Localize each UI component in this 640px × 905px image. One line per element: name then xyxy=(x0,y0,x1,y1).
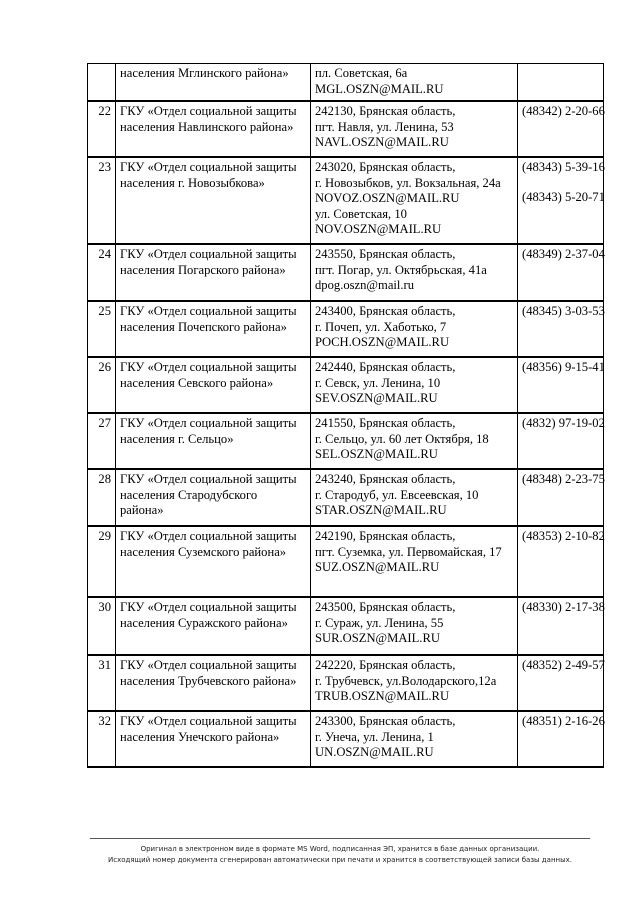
address-cell xyxy=(311,526,518,597)
address-cell xyxy=(311,357,518,413)
phone-cell xyxy=(518,357,604,413)
table-row xyxy=(88,655,604,711)
row-number: 22 xyxy=(88,101,116,157)
row-number: 29 xyxy=(88,526,116,597)
organization-name-line: населения Суземского района» xyxy=(120,544,287,559)
address-cell xyxy=(311,413,518,469)
organization-name-line: ГКУ «Отдел социальной защиты xyxy=(120,247,297,261)
address-cell xyxy=(311,101,518,157)
address-cell xyxy=(311,157,518,244)
organization-name-cell xyxy=(116,711,311,767)
phone-number: (48356) 9-15-41 xyxy=(522,360,605,374)
address-line: UN.OSZN@MAIL.RU xyxy=(315,745,434,759)
phone-number: (48349) 2-37-04 xyxy=(522,247,605,261)
phone-number: (48343) 5-20-71 xyxy=(522,189,605,204)
organization-name-line: населения Погарского района» xyxy=(120,262,286,277)
organization-name-line: населения г. Сельцо» xyxy=(120,431,234,446)
address-line: 243550, Брянская область, xyxy=(315,247,456,261)
address-cell xyxy=(311,655,518,711)
address-line: STAR.OSZN@MAIL.RU xyxy=(315,503,447,517)
phone-number: (48351) 2-16-26 xyxy=(522,714,605,728)
table-row xyxy=(88,301,604,357)
phone-number: (48353) 2-10-82 xyxy=(522,529,605,543)
table-row xyxy=(88,64,604,102)
organization-name-cell xyxy=(116,469,311,526)
phone-number: (48345) 3-03-53 xyxy=(522,304,605,318)
table-row xyxy=(88,244,604,301)
organization-name-cell xyxy=(116,357,311,413)
phone-number: (48343) 5-39-16 xyxy=(522,160,605,174)
phone-number: (48342) 2-20-66 xyxy=(522,104,605,118)
phone-cell xyxy=(518,413,604,469)
organization-name-cell xyxy=(116,301,311,357)
organization-name-line: ГКУ «Отдел социальной защиты xyxy=(120,529,297,543)
offices-table xyxy=(87,63,604,768)
address-line: ул. Советская, 10 xyxy=(315,206,407,221)
table-row xyxy=(88,413,604,469)
row-number: 23 xyxy=(88,157,116,244)
address-line: г. Стародуб, ул. Евсеевская, 10 xyxy=(315,487,479,502)
table-row xyxy=(88,526,604,597)
phone-cell xyxy=(518,64,604,102)
row-number: 24 xyxy=(88,244,116,301)
address-line: NOV.OSZN@MAIL.RU xyxy=(315,222,442,236)
address-line: 242220, Брянская область, xyxy=(315,658,456,672)
organization-name-line: населения Мглинского района» xyxy=(120,66,289,80)
phone-cell xyxy=(518,469,604,526)
organization-name-line: ГКУ «Отдел социальной защиты xyxy=(120,714,297,728)
phone-cell xyxy=(518,301,604,357)
organization-name-line: ГКУ «Отдел социальной защиты xyxy=(120,104,297,118)
address-line: пл. Советская, 6а xyxy=(315,66,408,80)
address-line: пгт. Погар, ул. Октябрьская, 41а xyxy=(315,262,487,277)
address-line: 243020, Брянская область, xyxy=(315,160,456,174)
organization-name-line: населения Трубчевского района» xyxy=(120,673,297,688)
address-cell xyxy=(311,244,518,301)
address-line: г. Севск, ул. Ленина, 10 xyxy=(315,375,441,390)
organization-name-line: ГКУ «Отдел социальной защиты xyxy=(120,416,297,430)
address-line: SEL.OSZN@MAIL.RU xyxy=(315,447,438,461)
row-number: 28 xyxy=(88,469,116,526)
organization-name-line: населения Почепского района» xyxy=(120,319,287,334)
table-row xyxy=(88,101,604,157)
address-cell xyxy=(311,597,518,655)
table-row xyxy=(88,597,604,655)
table-row xyxy=(88,157,604,244)
address-cell xyxy=(311,301,518,357)
phone-cell xyxy=(518,711,604,767)
phone-cell xyxy=(518,526,604,597)
organization-name-line: ГКУ «Отдел социальной защиты xyxy=(120,658,297,672)
address-line: 241550, Брянская область, xyxy=(315,416,456,430)
table-row xyxy=(88,711,604,767)
address-line: MGL.OSZN@MAIL.RU xyxy=(315,81,444,96)
address-line: г. Сураж, ул. Ленина, 55 xyxy=(315,615,444,630)
phone-cell xyxy=(518,157,604,244)
organization-name-line: населения Навлинского района» xyxy=(120,119,294,134)
phone-cell xyxy=(518,597,604,655)
address-line: 243240, Брянская область, xyxy=(315,472,456,486)
address-line: TRUB.OSZN@MAIL.RU xyxy=(315,689,450,703)
address-line: пгт. Навля, ул. Ленина, 53 xyxy=(315,119,454,134)
organization-name-cell xyxy=(116,413,311,469)
organization-name-line: ГКУ «Отдел социальной защиты xyxy=(120,360,297,374)
footer-line-2: Исходящий номер документа сгенерирован автоматически при печати и хранится в соответствующей записи базы данных. xyxy=(108,856,572,864)
address-cell xyxy=(311,469,518,526)
address-line: г. Унеча, ул. Ленина, 1 xyxy=(315,729,434,744)
organization-name-line: населения Унечского района» xyxy=(120,729,280,744)
address-line: SUZ.OSZN@MAIL.RU xyxy=(315,560,440,574)
address-line: SEV.OSZN@MAIL.RU xyxy=(315,391,438,405)
row-number: 25 xyxy=(88,301,116,357)
organization-name-cell xyxy=(116,157,311,244)
address-line: 243400, Брянская область, xyxy=(315,304,456,318)
document-footer xyxy=(90,838,590,866)
address-cell xyxy=(311,64,518,102)
organization-name-line: района» xyxy=(120,503,164,517)
row-number: 30 xyxy=(88,597,116,655)
row-number xyxy=(88,64,116,102)
phone-cell xyxy=(518,101,604,157)
organization-name-cell xyxy=(116,597,311,655)
address-cell xyxy=(311,711,518,767)
organization-name-line: населения Суражского района» xyxy=(120,615,288,630)
table-row xyxy=(88,357,604,413)
organization-name-line: населения Севского района» xyxy=(120,375,274,390)
address-line: 243300, Брянская область, xyxy=(315,714,456,728)
address-line: г. Сельцо, ул. 60 лет Октября, 18 xyxy=(315,431,489,446)
address-line: dpog.oszn@mail.ru xyxy=(315,278,415,292)
phone-number: (4832) 97-19-02 xyxy=(522,416,605,430)
address-line: 243500, Брянская область, xyxy=(315,600,456,614)
phone-cell xyxy=(518,244,604,301)
address-line: NAVL.OSZN@MAIL.RU xyxy=(315,135,449,149)
address-line: 242440, Брянская область, xyxy=(315,360,456,374)
row-number: 26 xyxy=(88,357,116,413)
address-line: г. Почеп, ул. Хаботько, 7 xyxy=(315,319,447,334)
organization-name-cell xyxy=(116,101,311,157)
offices-table-body xyxy=(88,64,604,768)
phone-number: (48352) 2-49-57 xyxy=(522,658,605,672)
row-number: 27 xyxy=(88,413,116,469)
organization-name-cell xyxy=(116,64,311,102)
address-line: г. Новозыбков, ул. Вокзальная, 24а xyxy=(315,175,501,190)
phone-number: (48330) 2-17-38 xyxy=(522,600,605,614)
organization-name-line: ГКУ «Отдел социальной защиты xyxy=(120,304,297,318)
organization-name-cell xyxy=(116,526,311,597)
organization-name-line: ГКУ «Отдел социальной защиты xyxy=(120,472,297,486)
organization-name-cell xyxy=(116,244,311,301)
address-line: 242190, Брянская область, xyxy=(315,529,456,543)
organization-name-line: ГКУ «Отдел социальной защиты xyxy=(120,600,297,614)
row-number: 31 xyxy=(88,655,116,711)
organization-name-line: населения Стародубского xyxy=(120,487,258,502)
footer-line-1: Оригинал в электронном виде в формате MS Word, подписанная ЭП, хранится в базе данных организации. xyxy=(140,845,540,853)
table-row xyxy=(88,469,604,526)
address-line: 242130, Брянская область, xyxy=(315,104,456,118)
organization-name-line: населения г. Новозыбкова» xyxy=(120,175,265,190)
phone-number: (48348) 2-23-75 xyxy=(522,472,605,486)
phone-cell xyxy=(518,655,604,711)
address-line: пгт. Суземка, ул. Первомайская, 17 xyxy=(315,544,502,559)
address-line: SUR.OSZN@MAIL.RU xyxy=(315,631,440,645)
address-line: г. Трубчевск, ул.Володарского,12а xyxy=(315,673,497,688)
row-number: 32 xyxy=(88,711,116,767)
organization-name-cell xyxy=(116,655,311,711)
organization-name-line: ГКУ «Отдел социальной защиты xyxy=(120,160,297,174)
address-line: POCH.OSZN@MAIL.RU xyxy=(315,335,450,349)
address-line: NOVOZ.OSZN@MAIL.RU xyxy=(315,191,460,205)
